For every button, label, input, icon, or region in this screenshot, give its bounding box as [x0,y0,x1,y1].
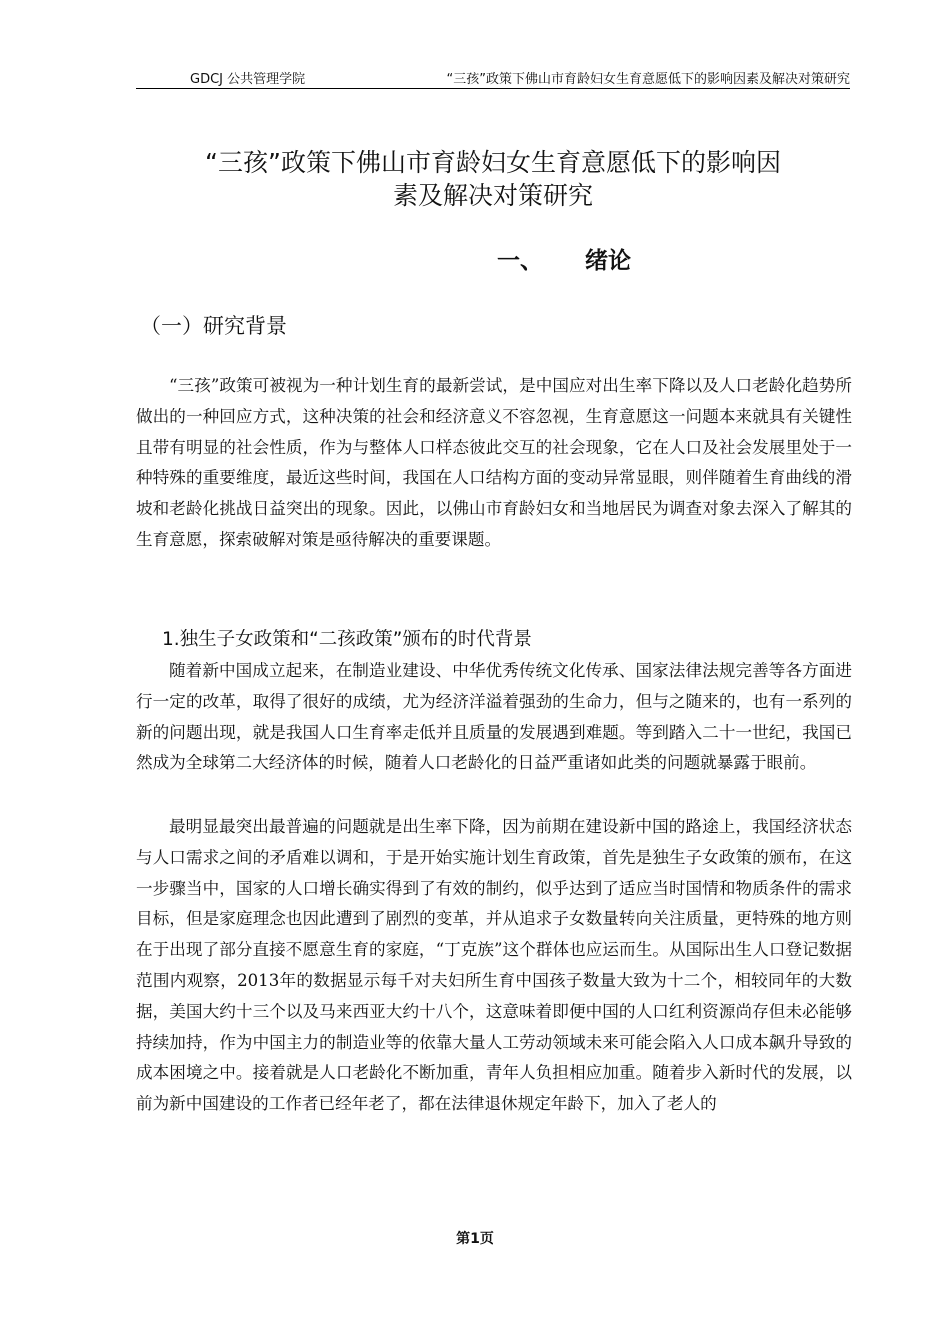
document-title [136,146,850,212]
paragraph-2: 随着新中国成立起来，在制造业建设、中华优秀传统文化传承、国家法律法规完善等各方面进行一定的改革，取得了很好的成绩，尤为经济洋溢着强劲的生命力，但与之随来的，也有一系列的新的问题出现，就是我国人口生育率走低并且质量的发展遇到难题。等到踏入二十一世纪，我国已然成为全球第二大经济体的时候，随着人口老龄化的日益严重诸如此类的问题就暴露于眼前。 [136,661,852,773]
page-number: 第1页 [456,1231,494,1247]
header-institution: GDCJ 公共管理学院 [190,72,306,87]
section-title: 绪论 [585,248,631,274]
subsection-heading: （一）研究背景 [140,314,287,338]
document-title-line-1: “三孩”政策下佛山市育龄妇女生育意愿低下的影响因 [205,148,781,177]
section-heading [136,246,850,276]
running-header [136,62,850,89]
header-doc-title: “三孩”政策下佛山市育龄妇女生育意愿低下的影响因素及解决对策研究 [446,72,850,87]
point-heading-1: 1.独生子女政策和“二孩政策”颁布的时代背景 [162,629,532,650]
document-title-line-2: 素及解决对策研究 [392,181,593,210]
paragraph-3: 最明显最突出最普遍的问题就是出生率下降，因为前期在建设新中国的路途上，我国经济状态与人口需求之间的矛盾难以调和，于是开始实施计划生育政策，首先是独生子女政策的颁布，在这一步骤当中，国家的人口增长确实得到了有效的制约，似乎达到了适应当时国情和物质条件的需求目标，但是家庭理念也因此遭到了剧烈的变革，并从追求子女数量转向关注质量，更特殊的地方则在于出现了部分直接不愿意生育的家庭，“丁克族”这个群体也应运而生。从国际出生人口登记数据范围内观察，2013年的数据显示每千对夫妇所生育中国孩子数量大致为十二个，相较同年的大数据，美国大约十三个以及马来西亚大约十八个，这意味着即便中国的人口红利资源尚存但未必能够持续加持，作为中国主力的制造业等的依靠大量人工劳动领域未来可能会陷入人口成本飙升导致的成本困境之中。接着就是人口老龄化不断加重，青年人负担相应加重。随着步入新时代的发展，以前为新中国建设的工作者已经年老了，都在法律退休规定年龄下，加入了老人的 [136,817,852,1114]
paragraph-1: “三孩”政策可被视为一种计划生育的最新尝试，是中国应对出生率下降以及人口老龄化趋势所做出的一种回应方式，这种决策的社会和经济意义不容忽视，生育意愿这一问题本来就具有关键性且带有明显的社会性质，作为与整体人口样态彼此交互的社会现象，它在人口及社会发展里处于一种特殊的重要维度，最近这些时间，我国在人口结构方面的变动异常显眼，则伴随着生育曲线的滑坡和老龄化挑战日益突出的现象。因此，以佛山市育龄妇女和当地居民为调查对象去深入了解其的生育意愿，探索破解对策是亟待解决的重要课题。 [136,376,852,549]
section-number: 一、 [497,248,543,274]
